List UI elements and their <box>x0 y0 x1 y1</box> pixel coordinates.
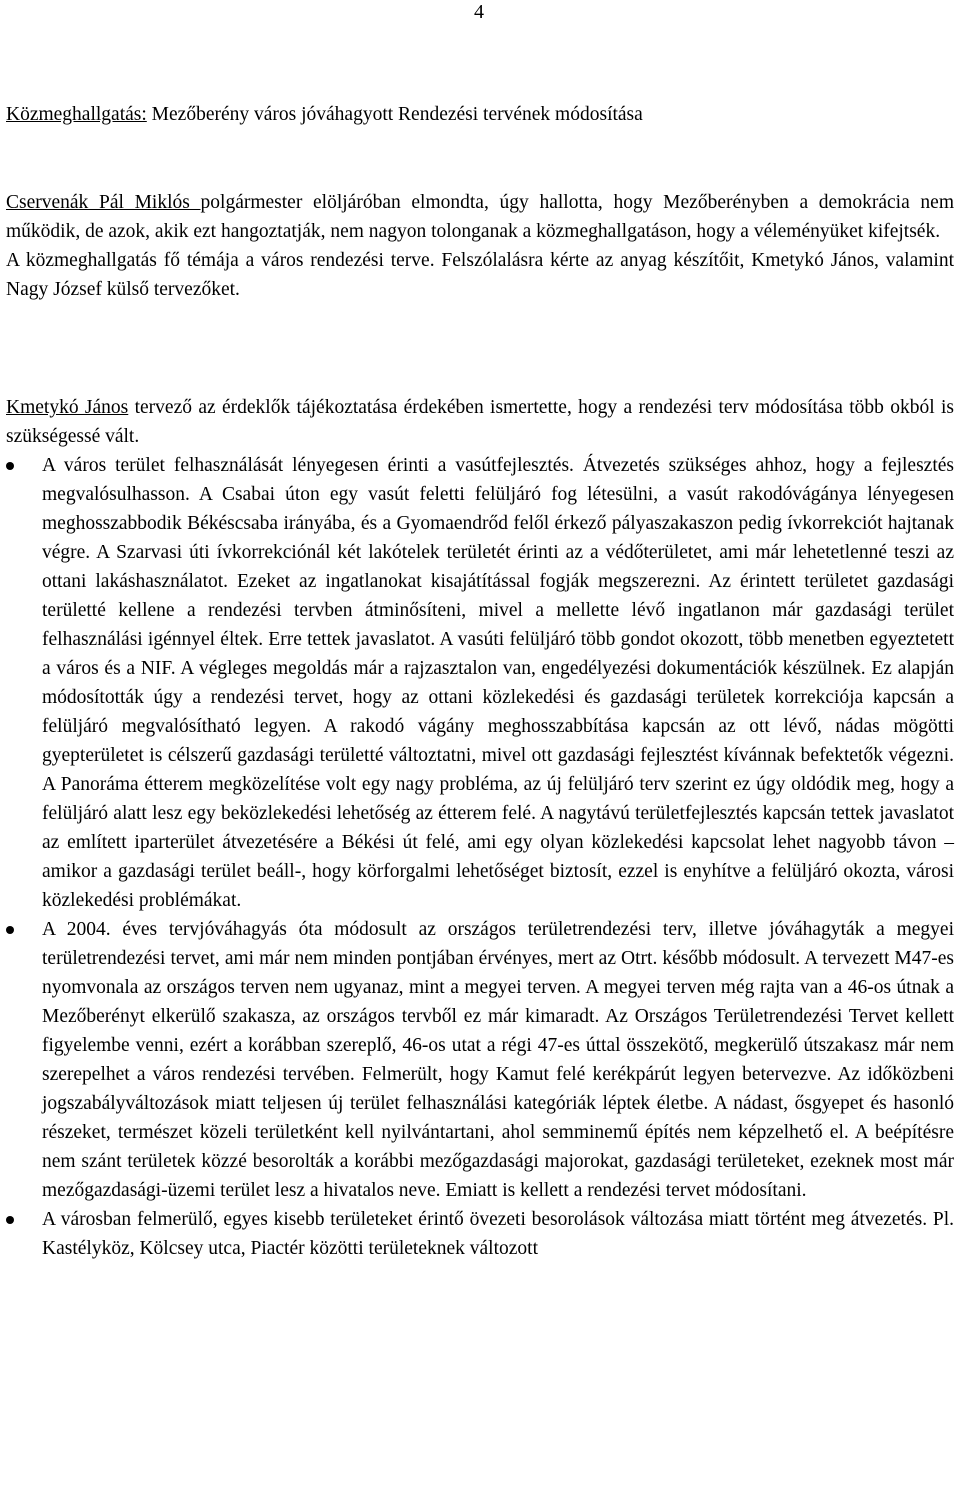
page-number: 4 <box>474 1 484 23</box>
intro-text-2: A közmeghallgatás fő témája a város rendezési terve. Felszólalásra kérte az anyag készítőit, Kmetykó János, valamint Nagy József külső tervezőket. <box>6 250 954 300</box>
bullet-icon <box>6 926 14 934</box>
speaker-name-mayor: Cservenák Pál Miklós <box>6 192 201 213</box>
list-item-text: A városban felmerülő, egyes kisebb területeket érintő övezeti besorolások változása miatt történt meg átvezetés. Pl. Kastélyköz, Kölcsey utca, Piactér közötti területeknek változott <box>42 1209 954 1259</box>
speaker-name-planner: Kmetykó János <box>6 397 129 418</box>
list-item <box>6 1205 954 1263</box>
list-item <box>6 915 954 1205</box>
list-item <box>6 451 954 915</box>
bullet-icon <box>6 462 14 470</box>
planner-paragraph <box>6 393 954 451</box>
section-heading <box>6 100 954 129</box>
bullet-list <box>6 451 954 1263</box>
intro-text-1: polgármester elöljáróban elmondta, úgy hallotta, hogy Mezőberényben a demokrácia nem működik, de azok, akik ezt hangoztatják, nem nagyon tolonganak a közmeghallgatáson, hogy a véleményüket kifejtsék. <box>6 192 954 242</box>
planner-text: tervező az érdeklők tájékoztatása érdekében ismertette, hogy a rendezési terv módosítása több okból is szükségessé vált. <box>6 397 955 447</box>
heading-title: Mezőberény város jóváhagyott Rendezési tervének módosítása <box>146 104 643 125</box>
heading-label: Közmeghallgatás: <box>6 104 147 125</box>
list-item-text: A 2004. éves tervjóváhagyás óta módosult az országos területrendezési terv, illetve jóváhagyták a megyei területrendezési tervet, ami már nem minden pontjában érvényes, mert az Otrt. később módosult. A tervezett M47-es nyomvonala az országos terven nem ugyanaz, mint a megyei terven. A megyei terven még rajta van a 46-os útnak a Mezőberényt elkerülő szakasza, az országos tervből ez már kimaradt. Az Országos Területrendezési Tervet kellett figyelembe venni, ezért a korábban szereplő, 46-os utat a régi 47-es úttal összekötő, megkerülő útszakasz már nem szerepelhet a város rendezési tervében. Felmerült, hogy Kamut felé kerékpárút legyen betervezve. Az időközbeni jogszabályváltozások miatt teljesen új terület felhasználási kategóriák léptek életbe. A nádast, ősgyepet és hasonló részeket, természet közeli területként kell nyilvántartani, ahol semminemű építés nem képzelhető el. A beépítésre nem szánt területek közzé besorolták a korábbi mezőgazdasági majorokat, gazdasági területeket, ezeknek most már mezőgazdasági-üzemi terület lesz a hivatalos neve. Emiatt is kellett a rendezési tervet módosítani. <box>42 919 954 1201</box>
list-item-text: A város terület felhasználását lényegesen érinti a vasútfejlesztés. Átvezetés szükséges ahhoz, hogy a fejlesztés megvalósulhasson. A Csabai úton egy vasút feletti felüljáró fog létesülni, a vasút rakodóvágánya lényegesen meghosszabbodik Békéscsaba irányába, és a Gyomaendrőd felől érkező pályaszakaszon pedig ívkorrekciót hajtanak végre. A Szarvasi úti ívkorrekciónál két lakótelek területét érinti az a védőterületet, ami már lehetetlenné teszi az ottani lakáshasználatot. Ezeket az ingatlanokat kisajátítással fogják megszerezni. Az érintett területet gazdasági területté kellene a rendezési tervben átminősíteni, mivel a mellette lévő ingatlanon már gazdasági terület felhasználási igénnyel éltek. Erre tettek javaslatot. A vasúti felüljáró több gondot okozott, több menetben egyeztetett a város és a NIF. A végleges megoldás már a rajzasztalon van, engedélyezési dokumentációk készülnek. Ez alapján módosították úgy a rendezési tervet, hogy az ottani közlekedési és gazdasági területek korrekciója kapcsán a felüljáró megvalósítható legyen. A rakodó vágány meghosszabbítása kapcsán az ott lévő, nádas mögötti gyepterületet is célszerű gazdasági területté változtatni, mivel ott gazdasági fejlesztést kívánnak befektetők végezni. A Panoráma étterem megközelítése volt egy nagy probléma, az új felüljáró terv szerint ez úgy oldódik meg, hogy a felüljáró alatt lesz egy beközlekedési lehetőség az étterem felé. A nagytávú területfejlesztés kapcsán tettek javaslatot az említett iparterület átvezetésére a Békési út felé, ami egy olyan közlekedési kapcsolat lehet nagyobb távon – amikor a gazdasági terület beáll-, hogy körforgalmi lehetőséget biztosít, ezzel is enyhítve a felüljáró okozta, városi közlekedési problémákat. <box>42 455 954 911</box>
intro-paragraph <box>6 188 954 304</box>
bullet-icon <box>6 1216 14 1224</box>
